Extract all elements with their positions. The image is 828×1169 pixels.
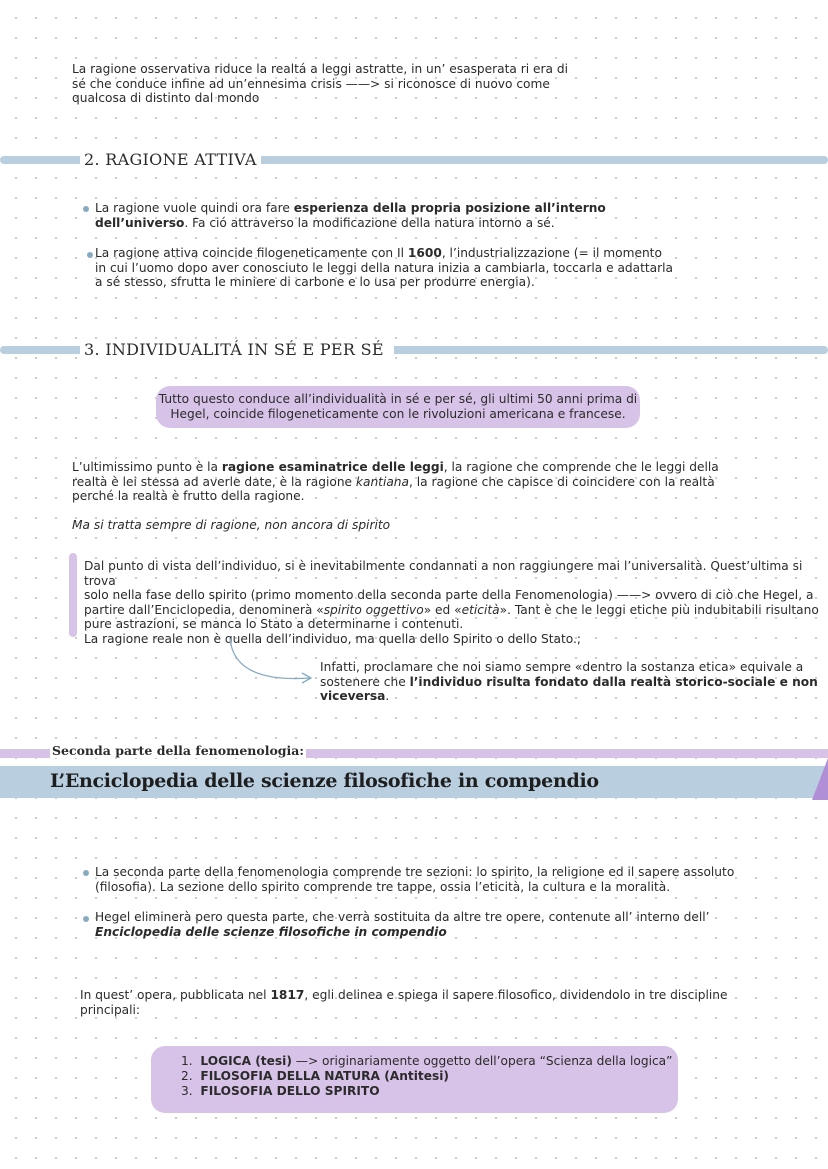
text: Infatti, proclamare che noi siamo sempre «dentro la sostanza etica» equivale a	[320, 660, 804, 674]
intro-line: La ragione osservativa riduce la realtá a leggi astratte, in un’ esasperata ri era di	[72, 62, 568, 76]
section-2-bullet-2	[95, 246, 673, 290]
text: a sé stesso, sfrutta le miniere di carbone e lo usa per produrre energia).	[95, 275, 535, 290]
text: realtà è lei stessa ad averle date, è la ragione	[72, 474, 356, 489]
bold-text: viceversa	[320, 689, 386, 704]
list-number: 2.	[181, 1069, 193, 1083]
list-number: 3.	[181, 1084, 193, 1098]
text: pure astrazioni, se manca lo Stato a determinarne i contenuti.	[84, 617, 464, 632]
bullet-icon	[87, 252, 93, 258]
italic-text: spirito oggettivo	[323, 602, 424, 617]
text: ». Tant è che le leggi etiche più indubitabili risultano	[499, 602, 819, 617]
bold-italic-text: Enciclopedia delle scienze filosofiche in compendio	[95, 924, 447, 939]
section-3-title: 3. INDIVIDUALITÁ IN SÉ E PER SÉ	[80, 340, 394, 359]
text: , egli delinea e spiega il sapere filosofico, dividendolo in tre discipline	[304, 988, 728, 1002]
italic-text: eticità	[461, 602, 500, 617]
italic-text: kantiana	[355, 474, 409, 489]
callout-line: Tutto questo conduce all’individualità in sé e per sé, gli ultimi 50 anni prima di	[158, 392, 638, 406]
text: , l’industrializzazione (= il momento	[441, 246, 662, 260]
text: perché la realtà è frutto della ragione.	[72, 489, 305, 504]
section-2-title: 2. RAGIONE ATTIVA	[80, 150, 261, 169]
text: . Fa ció attraverso la modificazione della natura intorno a sé.	[184, 215, 555, 230]
bold-text: ragione esaminatrice delle leggi	[221, 460, 444, 474]
text: solo nella fase dello spirito (primo momento della seconda parte della Fenomenologia) ——> ovvero di ciò che Hegel, a	[84, 588, 814, 603]
list-item	[181, 1069, 449, 1084]
corner-accent-icon	[808, 758, 828, 800]
text: » ed «	[423, 602, 462, 617]
text: sostenere che	[320, 674, 410, 689]
text: , la ragione che comprende che le leggi della	[443, 460, 719, 474]
intro-line: sé che conduce infine ad un’ennesima crisis ——> si riconosce di nuovo come	[72, 76, 550, 91]
text: in cui l’uomo dopo aver conosciuto le leggi della natura inizia a cambiarla, toccarla e adattarla	[95, 260, 674, 275]
part-subtitle: Seconda parte della fenomenologia:	[52, 743, 305, 758]
part-2-bullet-1	[95, 865, 734, 894]
curved-arrow-icon	[222, 636, 322, 688]
bold-text: 1817	[270, 988, 305, 1002]
bold-text: FILOSOFIA DELLO SPIRITO	[200, 1084, 380, 1098]
callout-line: Hegel, coincide filogeneticamente con le rivoluzioni americana e francese.	[170, 406, 626, 421]
section-2-bullet-1	[95, 201, 606, 230]
text: La ragione vuole quindi ora fare	[95, 201, 294, 215]
bold-text: esperienza della propria posizione all’interno	[293, 201, 606, 215]
callout-text	[156, 392, 640, 421]
bullet-icon	[83, 206, 89, 212]
text: principali:	[80, 1002, 141, 1017]
text: , la ragione che capisce di coincidere con la realtà	[409, 474, 715, 489]
bold-text: LOGICA (tesi)	[200, 1054, 292, 1068]
bullet-icon	[83, 870, 89, 876]
intro-line: qualcosa di distinto dal mondo	[72, 91, 260, 106]
part-title: L’Enciclopedia delle scienze filosofiche in compendio	[50, 770, 599, 792]
text: La ragione attiva coincide filogeneticamente con Il	[95, 246, 408, 260]
text: partire dall’Enciclopedia, denominerà «	[84, 602, 324, 617]
list-number: 1.	[181, 1054, 193, 1068]
intro-paragraph	[72, 62, 568, 106]
bold-text: 1600	[407, 246, 442, 260]
text: La ragione reale non è quella dell’individuo, ma quella dello Spirito o dello Stato.;	[84, 631, 581, 646]
text: Dal punto di vista dell’individuo, si è inevitabilmente condannati a non raggiungere mai l’universalità. Quest’ultima si trova	[84, 559, 803, 588]
text: .	[385, 689, 390, 704]
list-item	[181, 1054, 672, 1069]
bullet-icon	[83, 916, 89, 922]
part-2-bullet-2	[95, 910, 710, 939]
quote-accent-bar	[69, 553, 77, 637]
text: —> originariamente oggetto dell’opera “Scienza della logica”	[291, 1054, 673, 1068]
bold-text: dell’universo	[95, 215, 185, 230]
bold-text: l’individuo risulta fondato dalla realtà storico-sociale e non	[409, 674, 818, 689]
section-3-paragraph	[72, 460, 719, 504]
text: In quest’ opera, pubblicata nel	[80, 988, 271, 1002]
italic-note: Ma si tratta sempre di ragione, non ancora di spirito	[72, 518, 391, 532]
bold-text: FILOSOFIA DELLA NATURA (Antitesi)	[200, 1069, 449, 1083]
text: (filosofia). La sezione dello spirito comprende tre tappe, ossia l’eticità, la cultura e la moralità.	[95, 879, 671, 894]
part-2-paragraph	[80, 988, 727, 1017]
text: Hegel eliminerà pero questa parte, che verrà sostituita da altre tre opere, contenute all’ interno dell’	[95, 910, 710, 924]
text: La seconda parte della fenomenologia comprende tre sezioni: lo spirito, la religione ed il sapere assoluto	[95, 865, 735, 879]
quote-paragraph	[84, 559, 828, 647]
text: L’ultimissimo punto è la	[72, 460, 222, 474]
note-paragraph	[320, 660, 818, 704]
list-item	[181, 1084, 380, 1099]
